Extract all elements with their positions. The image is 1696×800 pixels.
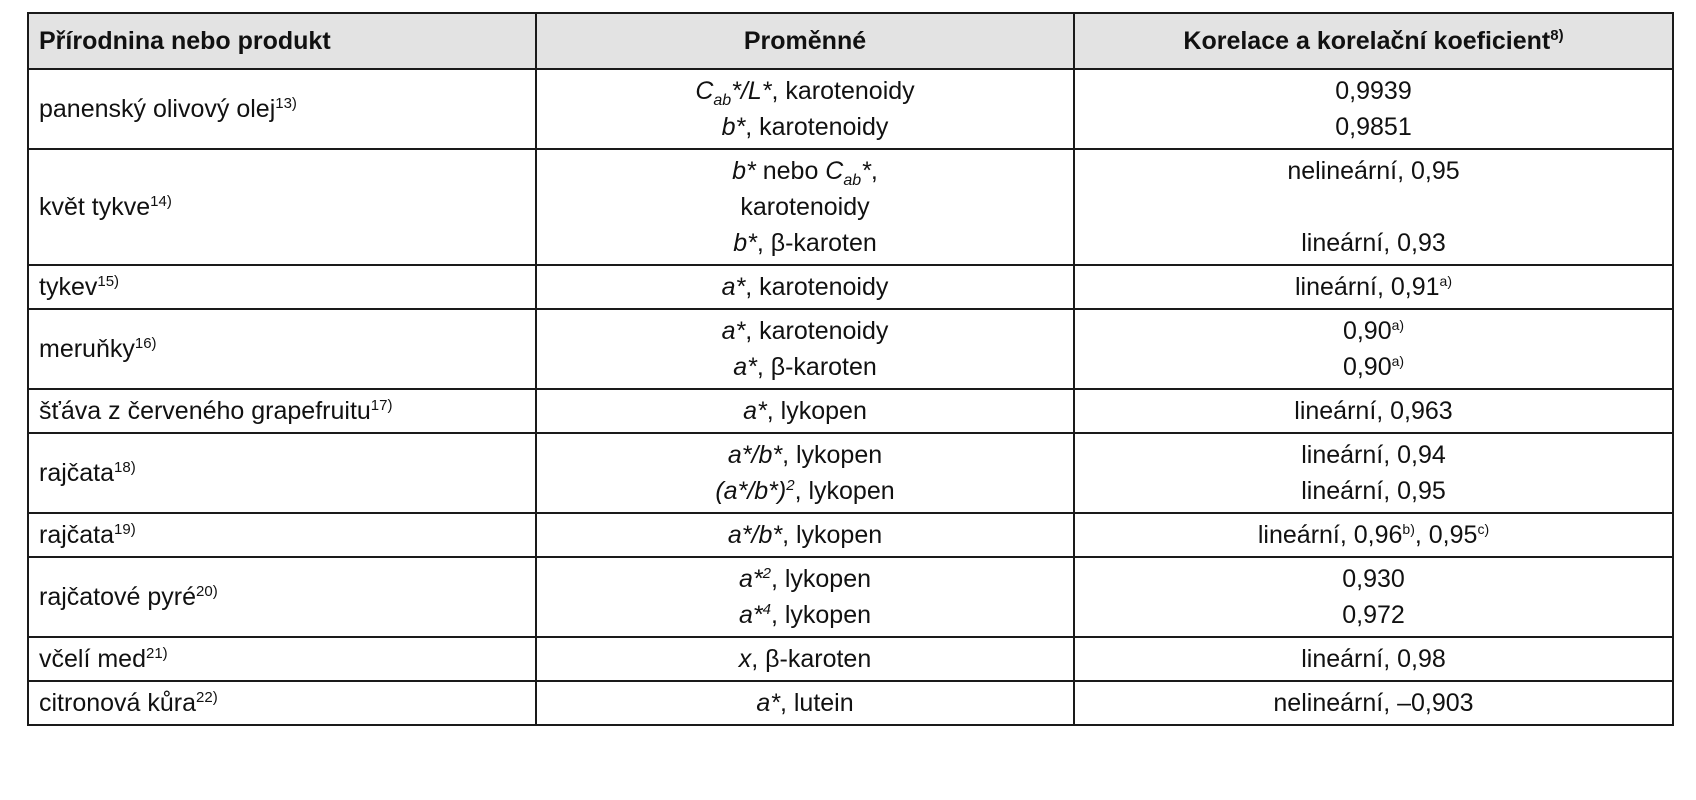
- variables-cell: a*, lykopen: [536, 389, 1074, 433]
- table-row: [28, 69, 1673, 149]
- reference-number: 20): [196, 583, 218, 600]
- table-row: [28, 149, 1673, 265]
- variables-cell: a*, karotenoidy a*, β-karoten: [536, 309, 1074, 389]
- header-variables: Proměnné: [536, 13, 1074, 69]
- footnote-mark: a): [1439, 273, 1452, 289]
- product-cell: včelí med$^{21)}$: [28, 637, 536, 681]
- correlation-cell: 0,90$^{a)}$ 0,90$^{a)}$: [1074, 309, 1673, 389]
- correlation-cell: 0,930 0,972: [1074, 557, 1673, 637]
- variables-cell: x, β-karoten: [536, 637, 1074, 681]
- table-row: [28, 433, 1673, 513]
- reference-number: 14): [150, 193, 172, 210]
- product-cell: meruňky$^{16)}$: [28, 309, 536, 389]
- footnote-mark: c): [1477, 521, 1490, 537]
- variables-cell: b* nebo $C_{ab}*$, karotenoidy b*, β-karoten: [536, 149, 1074, 265]
- table-row: [28, 637, 1673, 681]
- reference-number: 15): [97, 273, 120, 290]
- reference-number: 17): [370, 397, 393, 414]
- table-row: [28, 557, 1673, 637]
- reference-number: 19): [114, 521, 136, 538]
- variables-cell: $C_{ab}*/L*$, karotenoidy b*, karotenoidy: [536, 69, 1074, 149]
- product-cell: rajčata$^{18)}$: [28, 433, 536, 513]
- variables-cell: a*/b*, lykopen: [536, 513, 1074, 557]
- correlation-cell: 0,9939 0,9851: [1074, 69, 1673, 149]
- footnote-mark: b): [1402, 521, 1415, 537]
- reference-number: 21): [145, 645, 168, 662]
- correlation-cell: lineární, 0,94 lineární, 0,95: [1074, 433, 1673, 513]
- variables-cell: a*/b*, lykopen $(a*/b*)^2$, lykopen: [536, 433, 1074, 513]
- footnote-mark: a): [1391, 353, 1405, 369]
- variables-cell: a*, karotenoidy: [536, 265, 1074, 309]
- variables-cell: a*, lutein: [536, 681, 1074, 725]
- product-cell: rajčata$^{19)}$: [28, 513, 536, 557]
- header-product: Přírodnina nebo produkt: [28, 13, 536, 69]
- table-row: [28, 681, 1673, 725]
- product-cell: panenský olivový olej$^{13)}$: [28, 69, 536, 149]
- correlation-cell: lineární, 0,91$^{a)}$: [1074, 265, 1673, 309]
- table-row: [28, 309, 1673, 389]
- header-row: [28, 13, 1673, 69]
- reference-number: 13): [275, 95, 297, 112]
- table-row: [28, 389, 1673, 433]
- header-correlation: Korelace a korelační koeficient$^{8)}$: [1074, 13, 1673, 69]
- reference-number: 18): [114, 459, 136, 476]
- variables-cell: a*$^2$, lykopen a*$^4$, lykopen: [536, 557, 1074, 637]
- footnote-ref: 8): [1550, 27, 1564, 44]
- reference-number: 16): [134, 335, 157, 352]
- product-cell: rajčatové pyré$^{20)}$: [28, 557, 536, 637]
- correlation-cell: lineární, 0,963: [1074, 389, 1673, 433]
- correlation-cell: nelineární, –0,903: [1074, 681, 1673, 725]
- correlation-cell: lineární, 0,98: [1074, 637, 1673, 681]
- product-cell: citronová kůra$^{22)}$: [28, 681, 536, 725]
- reference-number: 22): [196, 689, 218, 706]
- table-row: [28, 513, 1673, 557]
- correlation-table: [27, 12, 1674, 726]
- correlation-cell: nelineární, 0,95 lineární, 0,93: [1074, 149, 1673, 265]
- correlation-cell: lineární, 0,96$^{b)}$, 0,95$^{c)}$: [1074, 513, 1673, 557]
- product-cell: tykev$^{15)}$: [28, 265, 536, 309]
- product-cell: šťáva z červeného grapefruitu$^{17)}$: [28, 389, 536, 433]
- table-row: [28, 265, 1673, 309]
- footnote-mark: a): [1391, 317, 1405, 333]
- product-cell: květ tykve$^{14)}$: [28, 149, 536, 265]
